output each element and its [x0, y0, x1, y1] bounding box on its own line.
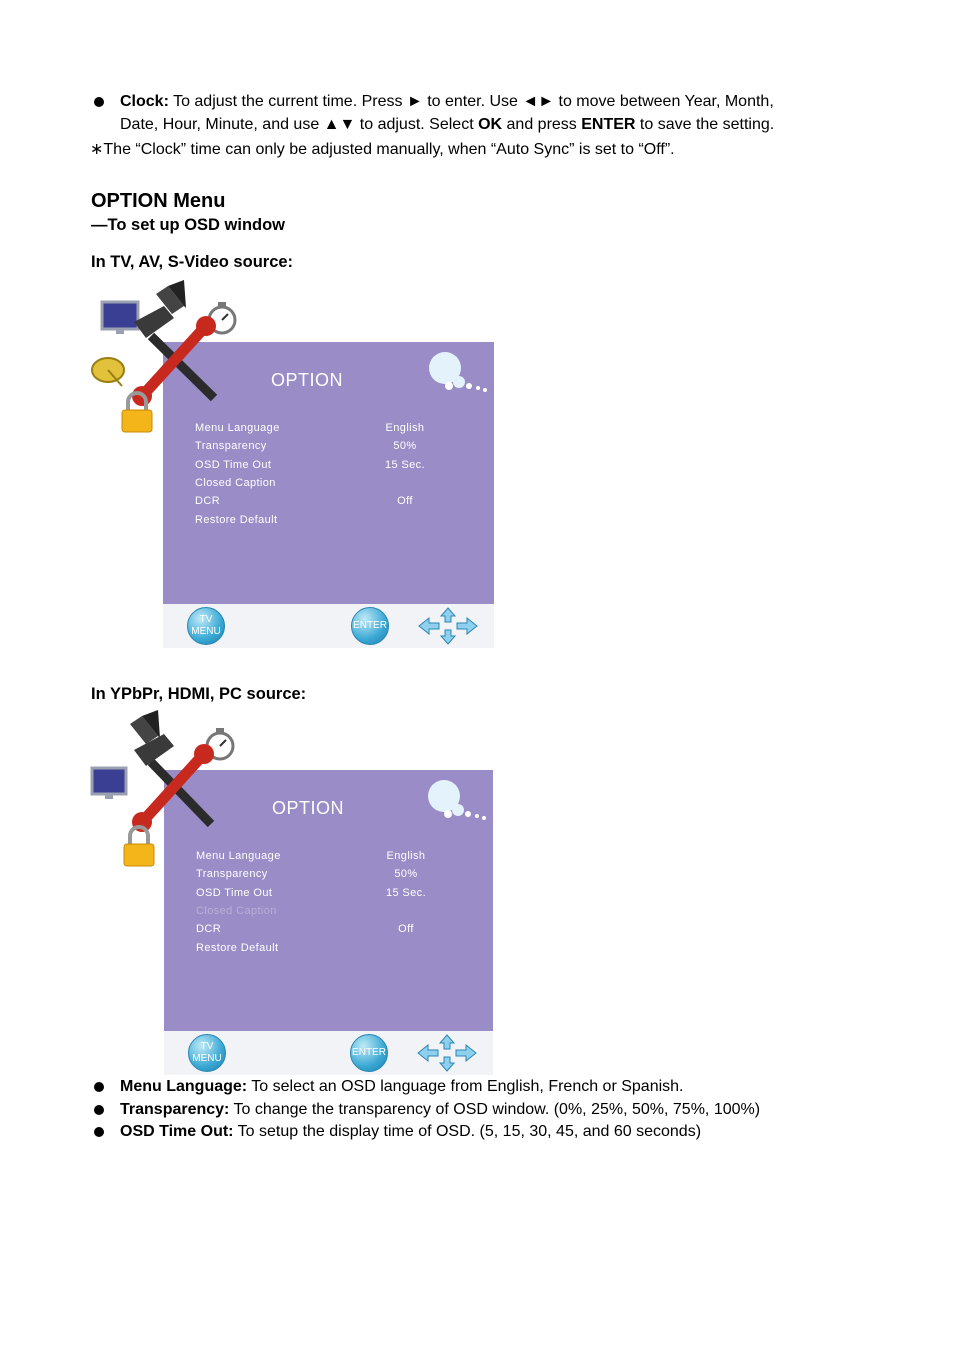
osd-title: OPTION: [271, 370, 344, 390]
menu-icon-cluster: [86, 278, 246, 438]
row-label: Closed Caption: [196, 905, 277, 917]
row-value: Off: [398, 923, 414, 935]
row-value: Off: [397, 495, 413, 507]
row-label: Transparency: [195, 440, 267, 452]
monitor-icon: [102, 302, 138, 334]
row-label: Transparency: [196, 868, 268, 880]
osd-row[interactable]: [196, 942, 476, 960]
clock-note: ∗The “Clock” time can only be adjusted manually, when “Auto Sync” is set to “Off”.: [90, 141, 675, 158]
row-label: Restore Default: [195, 514, 278, 526]
clock-text-1: To adjust the current time. Press ► to enter. Use ◄► to move between Year, Month,: [168, 93, 774, 110]
osd-row[interactable]: [195, 514, 475, 532]
tv-menu-button[interactable]: TV MENU: [187, 607, 225, 645]
row-value: 50%: [394, 868, 418, 880]
tv-menu-button[interactable]: TV MENU: [188, 1034, 226, 1072]
osd-row[interactable]: [196, 923, 476, 941]
osd-row-disabled: [196, 905, 476, 923]
bubbles-icon: [425, 348, 495, 398]
clock-label: Clock:: [120, 93, 169, 110]
clock-paragraph: [120, 90, 880, 136]
clock-text-2b: and press: [502, 116, 582, 133]
enter-button[interactable]: ENTER: [350, 1034, 388, 1072]
row-value: English: [385, 422, 425, 434]
row-label: DCR: [195, 495, 221, 507]
clock-ok: OK: [478, 116, 503, 133]
lock-icon: [124, 827, 154, 866]
bullet-label: Menu Language:: [120, 1078, 248, 1095]
bullet-text: To select an OSD language from English, French or Spanish.: [247, 1078, 684, 1095]
row-label: Menu Language: [195, 422, 280, 434]
bullet-dot: [94, 1082, 104, 1092]
monitor-icon: [92, 768, 126, 799]
row-label: OSD Time Out: [195, 459, 272, 471]
enter-button[interactable]: ENTER: [351, 607, 389, 645]
osd-footer: [164, 1031, 493, 1075]
osd-row[interactable]: [195, 495, 475, 513]
osd-row[interactable]: [195, 477, 475, 495]
bullet-label: Transparency:: [120, 1101, 230, 1118]
osd-footer: [163, 604, 494, 648]
menu-icon-cluster: [86, 710, 246, 870]
source1-heading: In TV, AV, S-Video source:: [91, 253, 294, 271]
osd-title: OPTION: [272, 798, 345, 818]
section-title: OPTION Menu: [91, 190, 226, 212]
osd-row[interactable]: [196, 887, 476, 905]
bullet-menu-language: [120, 1075, 684, 1098]
osd-row[interactable]: [196, 868, 476, 886]
bullet-label: OSD Time Out:: [120, 1123, 234, 1140]
row-value: 50%: [393, 440, 417, 452]
bullet-dot: [94, 1127, 104, 1137]
osd-row[interactable]: [195, 440, 475, 458]
row-value: 15 Sec.: [384, 459, 426, 471]
bullet-dot: [94, 97, 104, 107]
clock-text-2a: Date, Hour, Minute, and use ▲▼ to adjust. Select: [120, 116, 479, 133]
bullet-text: To setup the display time of OSD. (5, 15, 30, 45, and 60 seconds): [233, 1123, 702, 1140]
satellite-dish-icon: [92, 358, 124, 386]
source2-heading: In YPbPr, HDMI, PC source:: [91, 685, 307, 703]
section-subtitle: —To set up OSD window: [91, 216, 286, 234]
bullet-dot: [94, 1105, 104, 1115]
row-label: Menu Language: [196, 850, 281, 862]
bubbles-icon: [424, 776, 494, 826]
row-label: DCR: [196, 923, 222, 935]
row-value: English: [386, 850, 426, 862]
row-label: Restore Default: [196, 942, 279, 954]
bullet-text: To change the transparency of OSD window. (0%, 25%, 50%, 75%, 100%): [229, 1101, 761, 1118]
clock-enter: ENTER: [581, 116, 636, 133]
direction-pad-icon[interactable]: [416, 1033, 478, 1073]
bullet-transparency: [120, 1098, 760, 1121]
bullet-osd-time-out: [120, 1120, 701, 1143]
direction-pad-icon[interactable]: [417, 606, 479, 646]
row-value: 15 Sec.: [385, 887, 427, 899]
row-label: Closed Caption: [195, 477, 276, 489]
osd-row[interactable]: [195, 459, 475, 477]
clock-text-2c: to save the setting.: [635, 116, 775, 133]
row-label: OSD Time Out: [196, 887, 273, 899]
